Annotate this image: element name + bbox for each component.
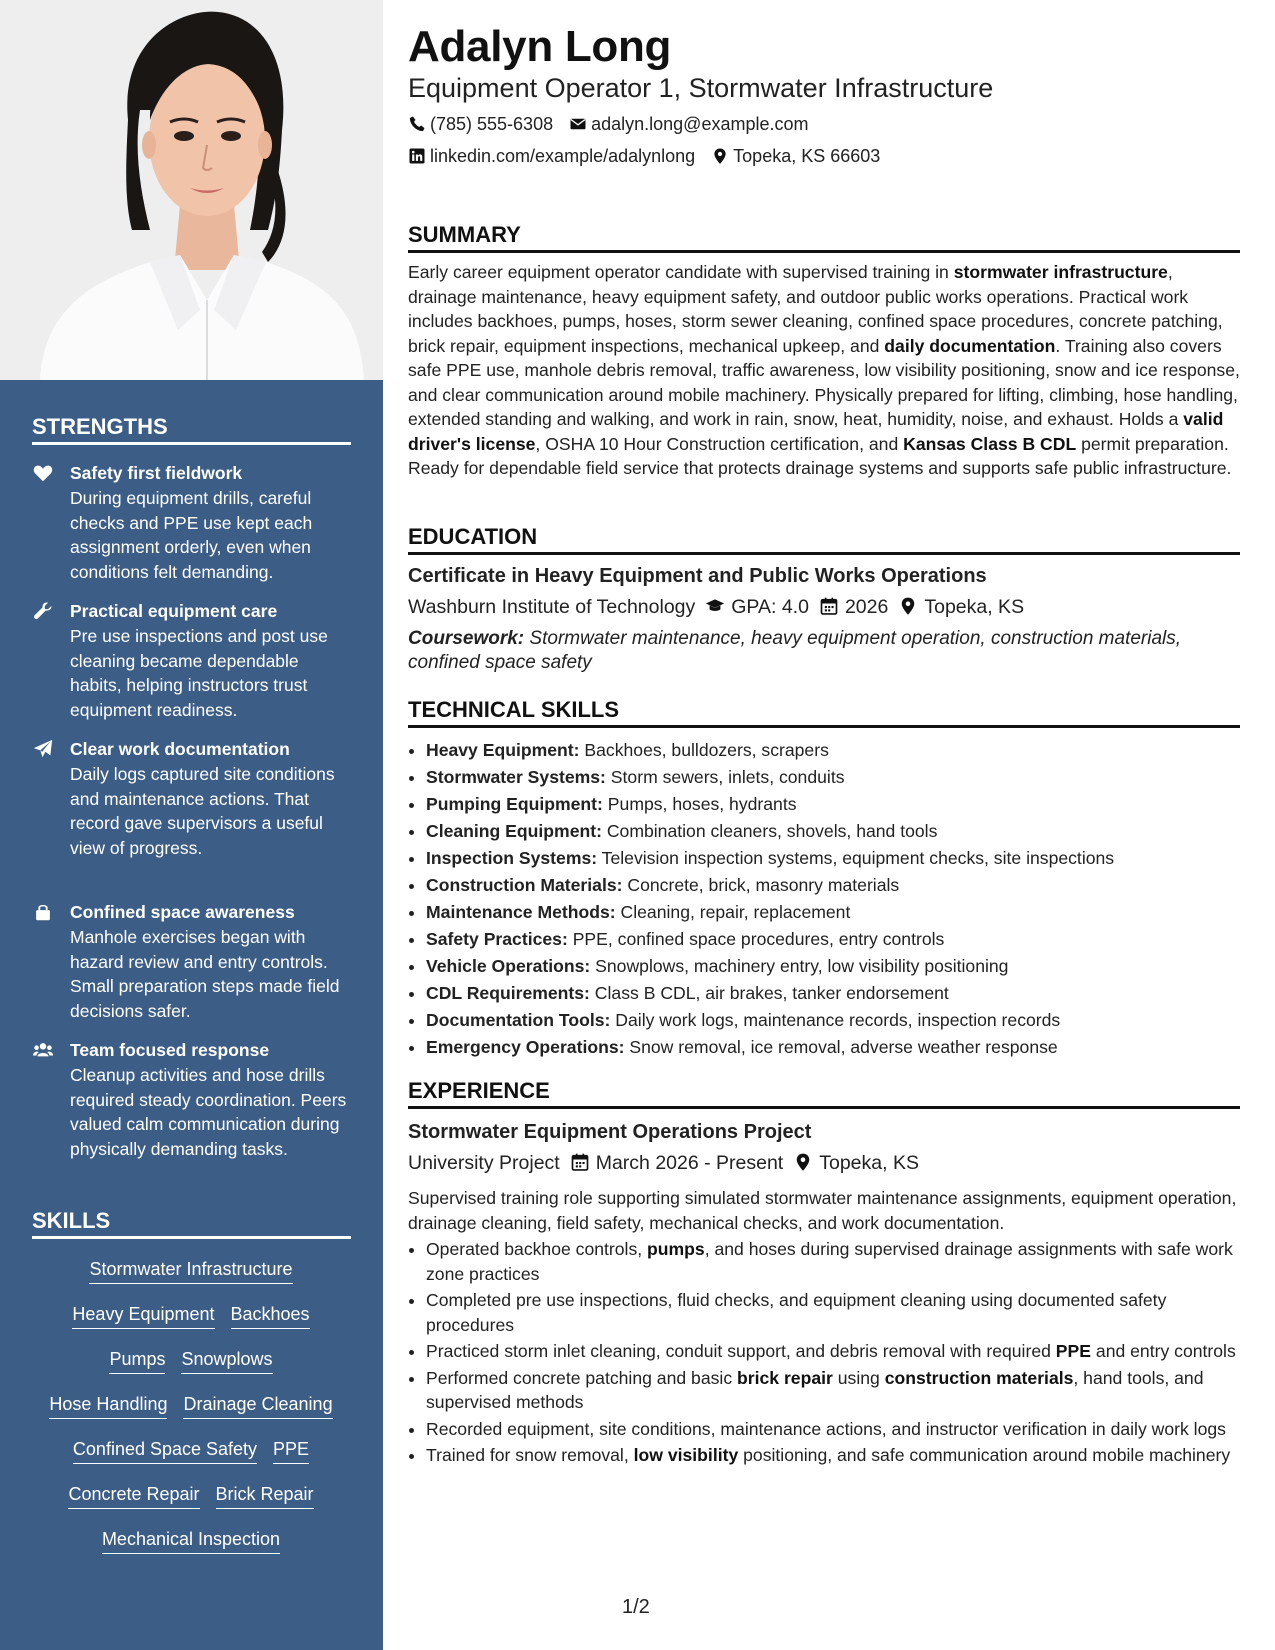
skill-values: Concrete, brick, masonry materials [622, 875, 900, 895]
text-run: , and hoses during supervised drainage assignments with safe work zone practices [426, 1239, 1233, 1284]
skills-row [32, 1301, 350, 1346]
email-link[interactable]: adalyn.long@example.com [591, 114, 809, 134]
skill-tag: PPE [273, 1436, 309, 1464]
technical-skill-item [426, 980, 1240, 1007]
technical-skill-item [426, 1007, 1240, 1034]
calendar-icon [570, 1152, 590, 1172]
graduation-year: 2026 [844, 596, 889, 618]
strength-title: Team focused response [70, 1040, 270, 1060]
skill-tag: Concrete Repair [68, 1481, 199, 1509]
technical-skill-item [426, 845, 1240, 872]
skills-row [32, 1391, 350, 1436]
experience-bullet [426, 1443, 1240, 1468]
strength-item [32, 736, 352, 860]
technical-skills-list [408, 737, 1240, 1061]
skill-category: Safety Practices: [426, 929, 568, 949]
skill-values: Daily work logs, maintenance records, inspection records [610, 1010, 1061, 1030]
text-run: , OSHA 10 Hour Construction certification, and [535, 433, 904, 454]
skill-tag: Hose Handling [49, 1391, 167, 1419]
experience-org: University Project [408, 1152, 560, 1174]
skill-values: Pumps, hoses, hydrants [602, 794, 797, 814]
strength-title: Clear work documentation [70, 739, 290, 759]
skill-tag: Brick Repair [216, 1481, 314, 1509]
technical-skill-item [426, 764, 1240, 791]
education-meta [408, 596, 1024, 619]
experience-bullet [426, 1339, 1240, 1364]
emphasis-text: low visibility [633, 1445, 739, 1465]
strength-item [32, 899, 352, 1023]
experience-bullet [426, 1237, 1240, 1286]
skills-row [32, 1436, 350, 1481]
strength-body: Manhole exercises began with hazard review and entry controls. Small preparation steps made field decisions safer. [70, 927, 340, 1021]
strength-body: Cleanup activities and hose drills required steady coordination. Peers valued calm communication during physically demanding tasks. [70, 1065, 347, 1159]
calendar-icon [819, 596, 839, 616]
skill-category: Inspection Systems: [426, 848, 598, 868]
skill-values: Snowplows, machinery entry, low visibility positioning [590, 956, 1009, 976]
text-run: Early career equipment operator candidate with supervised training in [408, 262, 954, 282]
experience-bullet [426, 1288, 1240, 1337]
contact-row [408, 114, 808, 135]
skill-values: Storm sewers, inlets, conduits [605, 767, 845, 787]
map-pin-icon [793, 1152, 813, 1172]
strength-item [32, 598, 352, 722]
skill-category: Vehicle Operations: [426, 956, 591, 976]
phone-link[interactable]: (785) 555-6308 [430, 114, 554, 134]
experience-heading: EXPERIENCE [408, 1078, 1240, 1109]
person-name: Adalyn Long [408, 22, 672, 71]
text-run: Recorded equipment, site conditions, maintenance actions, and instructor verification in daily work logs [426, 1418, 1226, 1439]
profile-photo [0, 0, 383, 380]
skills-row [32, 1346, 350, 1391]
skill-values: Class B CDL, air brakes, tanker endorsement [589, 983, 949, 1003]
skill-category: Documentation Tools: [426, 1010, 611, 1030]
gpa-text: GPA: 4.0 [731, 596, 809, 618]
skill-values: Combination cleaners, shovels, hand tools [601, 821, 938, 841]
map-pin-icon [898, 596, 918, 616]
text-run: and entry controls [1091, 1341, 1236, 1361]
experience-bullet [426, 1366, 1240, 1415]
text-run: , drainage maintenance, heavy equipment safety, and outdoor public works operations. Practical work includes backhoes, pumps, hoses, storm sewer cleaning, confined space procedures, concrete patching, brick repair, equipment inspections, mechanical upkeep, and [408, 262, 1223, 356]
strength-title: Safety first fieldwork [70, 463, 243, 483]
location-text: Topeka, KS 66603 [733, 146, 881, 166]
strength-item [32, 1037, 352, 1161]
skills-row [32, 1481, 350, 1526]
strengths-heading: STRENGTHS [32, 414, 351, 445]
emphasis-text: PPE [1055, 1341, 1092, 1361]
technical-skills-heading: TECHNICAL SKILLS [408, 697, 1240, 728]
text-run: Completed pre use inspections, fluid checks, and equipment cleaning using documented safety procedures [426, 1290, 1167, 1335]
education-location: Topeka, KS [924, 596, 1025, 618]
sidebar [0, 0, 383, 1650]
summary-paragraph [408, 260, 1240, 481]
lock-icon [32, 901, 54, 923]
graduation-cap-icon [705, 596, 725, 616]
skill-values: PPE, confined space procedures, entry controls [567, 929, 945, 949]
skill-values: Cleaning, repair, replacement [615, 902, 851, 922]
wrench-icon [32, 600, 54, 622]
skill-values: Snow removal, ice removal, adverse weather response [624, 1037, 1058, 1057]
text-run: positioning, and safe communication around mobile machinery [738, 1445, 1231, 1465]
experience-dates: March 2026 - Present [595, 1152, 784, 1174]
skill-tag: Backhoes [231, 1301, 310, 1329]
text-run: Performed concrete patching and basic [426, 1367, 738, 1388]
skill-category: Stormwater Systems: [426, 767, 606, 787]
page-indicator: 1/2 [622, 1596, 650, 1618]
skill-category: Pumping Equipment: [426, 794, 603, 814]
linkedin-icon [408, 147, 426, 165]
skill-tag: Snowplows [181, 1346, 272, 1374]
map-pin-icon [711, 147, 729, 165]
coursework [408, 627, 1240, 675]
text-run: using [832, 1367, 885, 1388]
coursework-label: Coursework: [408, 628, 525, 649]
skill-category: Emergency Operations: [426, 1037, 625, 1057]
emphasis-text: valid driver's license [408, 409, 1224, 454]
technical-skill-item [426, 791, 1240, 818]
skill-tag: Pumps [109, 1346, 165, 1374]
strength-body: Pre use inspections and post use cleaning became dependable habits, helping instructors trust equipment readiness. [70, 626, 328, 720]
emphasis-text: daily documentation [884, 335, 1056, 356]
skill-tag: Drainage Cleaning [183, 1391, 332, 1419]
strength-title: Confined space awareness [70, 902, 295, 922]
skill-category: Maintenance Methods: [426, 902, 616, 922]
strength-title: Practical equipment care [70, 601, 278, 621]
text-run: Operated backhoe controls, [426, 1239, 648, 1259]
skill-category: Construction Materials: [426, 875, 623, 895]
strength-body: During equipment drills, careful checks and PPE use kept each assignment orderly, even when conditions felt demanding. [70, 488, 313, 582]
envelope-icon [569, 115, 587, 133]
experience-location: Topeka, KS [819, 1152, 919, 1174]
skill-tag: Confined Space Safety [73, 1436, 257, 1464]
text-run: , hand tools, and supervised methods [426, 1367, 1204, 1412]
coursework-text: Stormwater maintenance, heavy equipment operation, construction materials, confined space safety [408, 628, 1182, 673]
technical-skill-item [426, 818, 1240, 845]
skills-tag-list [32, 1256, 350, 1571]
technical-skill-item [426, 899, 1240, 926]
technical-skill-item [426, 1034, 1240, 1061]
experience-meta [408, 1152, 919, 1175]
skill-tag: Mechanical Inspection [102, 1526, 280, 1554]
text-run: Practiced storm inlet cleaning, conduit support, and debris removal with required [426, 1341, 1056, 1361]
skill-values: Backhoes, bulldozers, scrapers [579, 740, 829, 760]
technical-skill-item [426, 953, 1240, 980]
education-heading: EDUCATION [408, 524, 1240, 555]
strength-item [32, 460, 352, 584]
summary-heading: SUMMARY [408, 222, 1240, 253]
emphasis-text: Kansas Class B CDL [903, 433, 1077, 454]
technical-skill-item [426, 737, 1240, 764]
technical-skill-item [426, 872, 1240, 899]
skills-row [32, 1256, 350, 1301]
text-run: . Training also covers safe PPE use, manhole debris removal, traffic awareness, low visibility positioning, snow and ice response, and clear communication around mobile machinery. Physically prepared for lifting, climbing, hose handling, extended standing and walking, and work in rain, snow, heat, humidity, noise, and exhaust. Holds a [408, 335, 1240, 429]
emphasis-text: construction materials [884, 1367, 1074, 1388]
contact-row [408, 146, 880, 167]
skills-heading: SKILLS [32, 1208, 351, 1239]
skill-category: Heavy Equipment: [426, 740, 580, 760]
experience-description: Supervised training role supporting simulated stormwater maintenance assignments, equipment operation, drainage cleaning, field safety, mechanical checks, and work documentation. [408, 1188, 1237, 1233]
phone-icon [408, 115, 426, 133]
technical-skill-item [426, 926, 1240, 953]
skills-row [32, 1526, 350, 1571]
skill-values: Television inspection systems, equipment checks, site inspections [597, 848, 1115, 868]
job-title: Equipment Operator 1, Stormwater Infrastructure [408, 73, 994, 103]
skill-category: CDL Requirements: [426, 983, 590, 1003]
skill-tag: Heavy Equipment [72, 1301, 214, 1329]
paper-plane-icon [32, 738, 54, 760]
emphasis-text: stormwater infrastructure [953, 262, 1168, 282]
experience-title: Stormwater Equipment Operations Project [408, 1121, 812, 1143]
skill-tag: Stormwater Infrastructure [89, 1256, 292, 1284]
strength-body: Daily logs captured site conditions and maintenance actions. That record gave supervisors a useful view of progress. [70, 764, 335, 858]
heart-icon [32, 462, 54, 484]
emphasis-text: brick repair [737, 1367, 833, 1388]
linkedin-link[interactable]: linkedin.com/example/adalynlong [430, 146, 696, 166]
users-icon [32, 1039, 54, 1061]
experience-bullets [408, 1237, 1240, 1470]
emphasis-text: pumps [647, 1239, 705, 1259]
school-name: Washburn Institute of Technology [408, 596, 696, 618]
text-run: permit preparation. Ready for dependable field service that protects drainage systems and supports safe public infrastructure. [408, 433, 1232, 478]
skill-category: Cleaning Equipment: [426, 821, 602, 841]
text-run: Trained for snow removal, [426, 1445, 634, 1465]
experience-bullet [426, 1417, 1240, 1442]
degree-title: Certificate in Heavy Equipment and Public Works Operations [408, 565, 987, 587]
